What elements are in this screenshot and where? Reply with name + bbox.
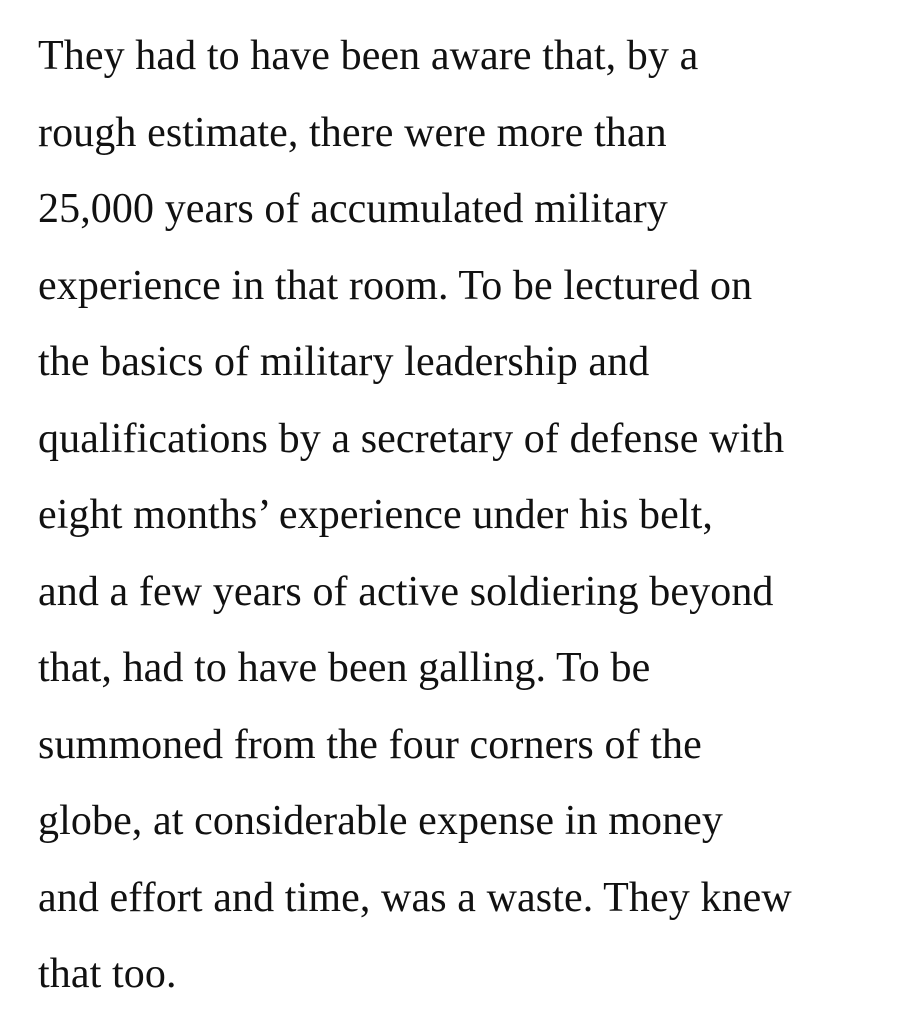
paragraph [38,18,908,1013]
paragraph-line: They had to have been aware that, by a [38,33,699,79]
paragraph-line: that, had to have been galling. To be [38,645,651,691]
paragraph-line: that too. [38,951,177,997]
paragraph-line: the basics of military leadership and [38,339,650,385]
article-body [38,18,908,1013]
paragraph-line: eight months’ experience under his belt, [38,492,714,538]
paragraph-line: and effort and time, was a waste. They knew [38,874,792,921]
paragraph-line: rough estimate, there were more than [38,109,667,156]
paragraph-line: and a few years of active soldiering beyond [38,568,774,615]
paragraph-line: 25,000 years of accumulated military [38,186,668,232]
paragraph-line: experience in that room. To be lectured on [38,262,753,309]
paragraph-line: globe, at considerable expense in money [38,798,724,844]
paragraph-line: summoned from the four corners of the [38,721,702,768]
paragraph-line: qualifications by a secretary of defense with [38,415,785,462]
